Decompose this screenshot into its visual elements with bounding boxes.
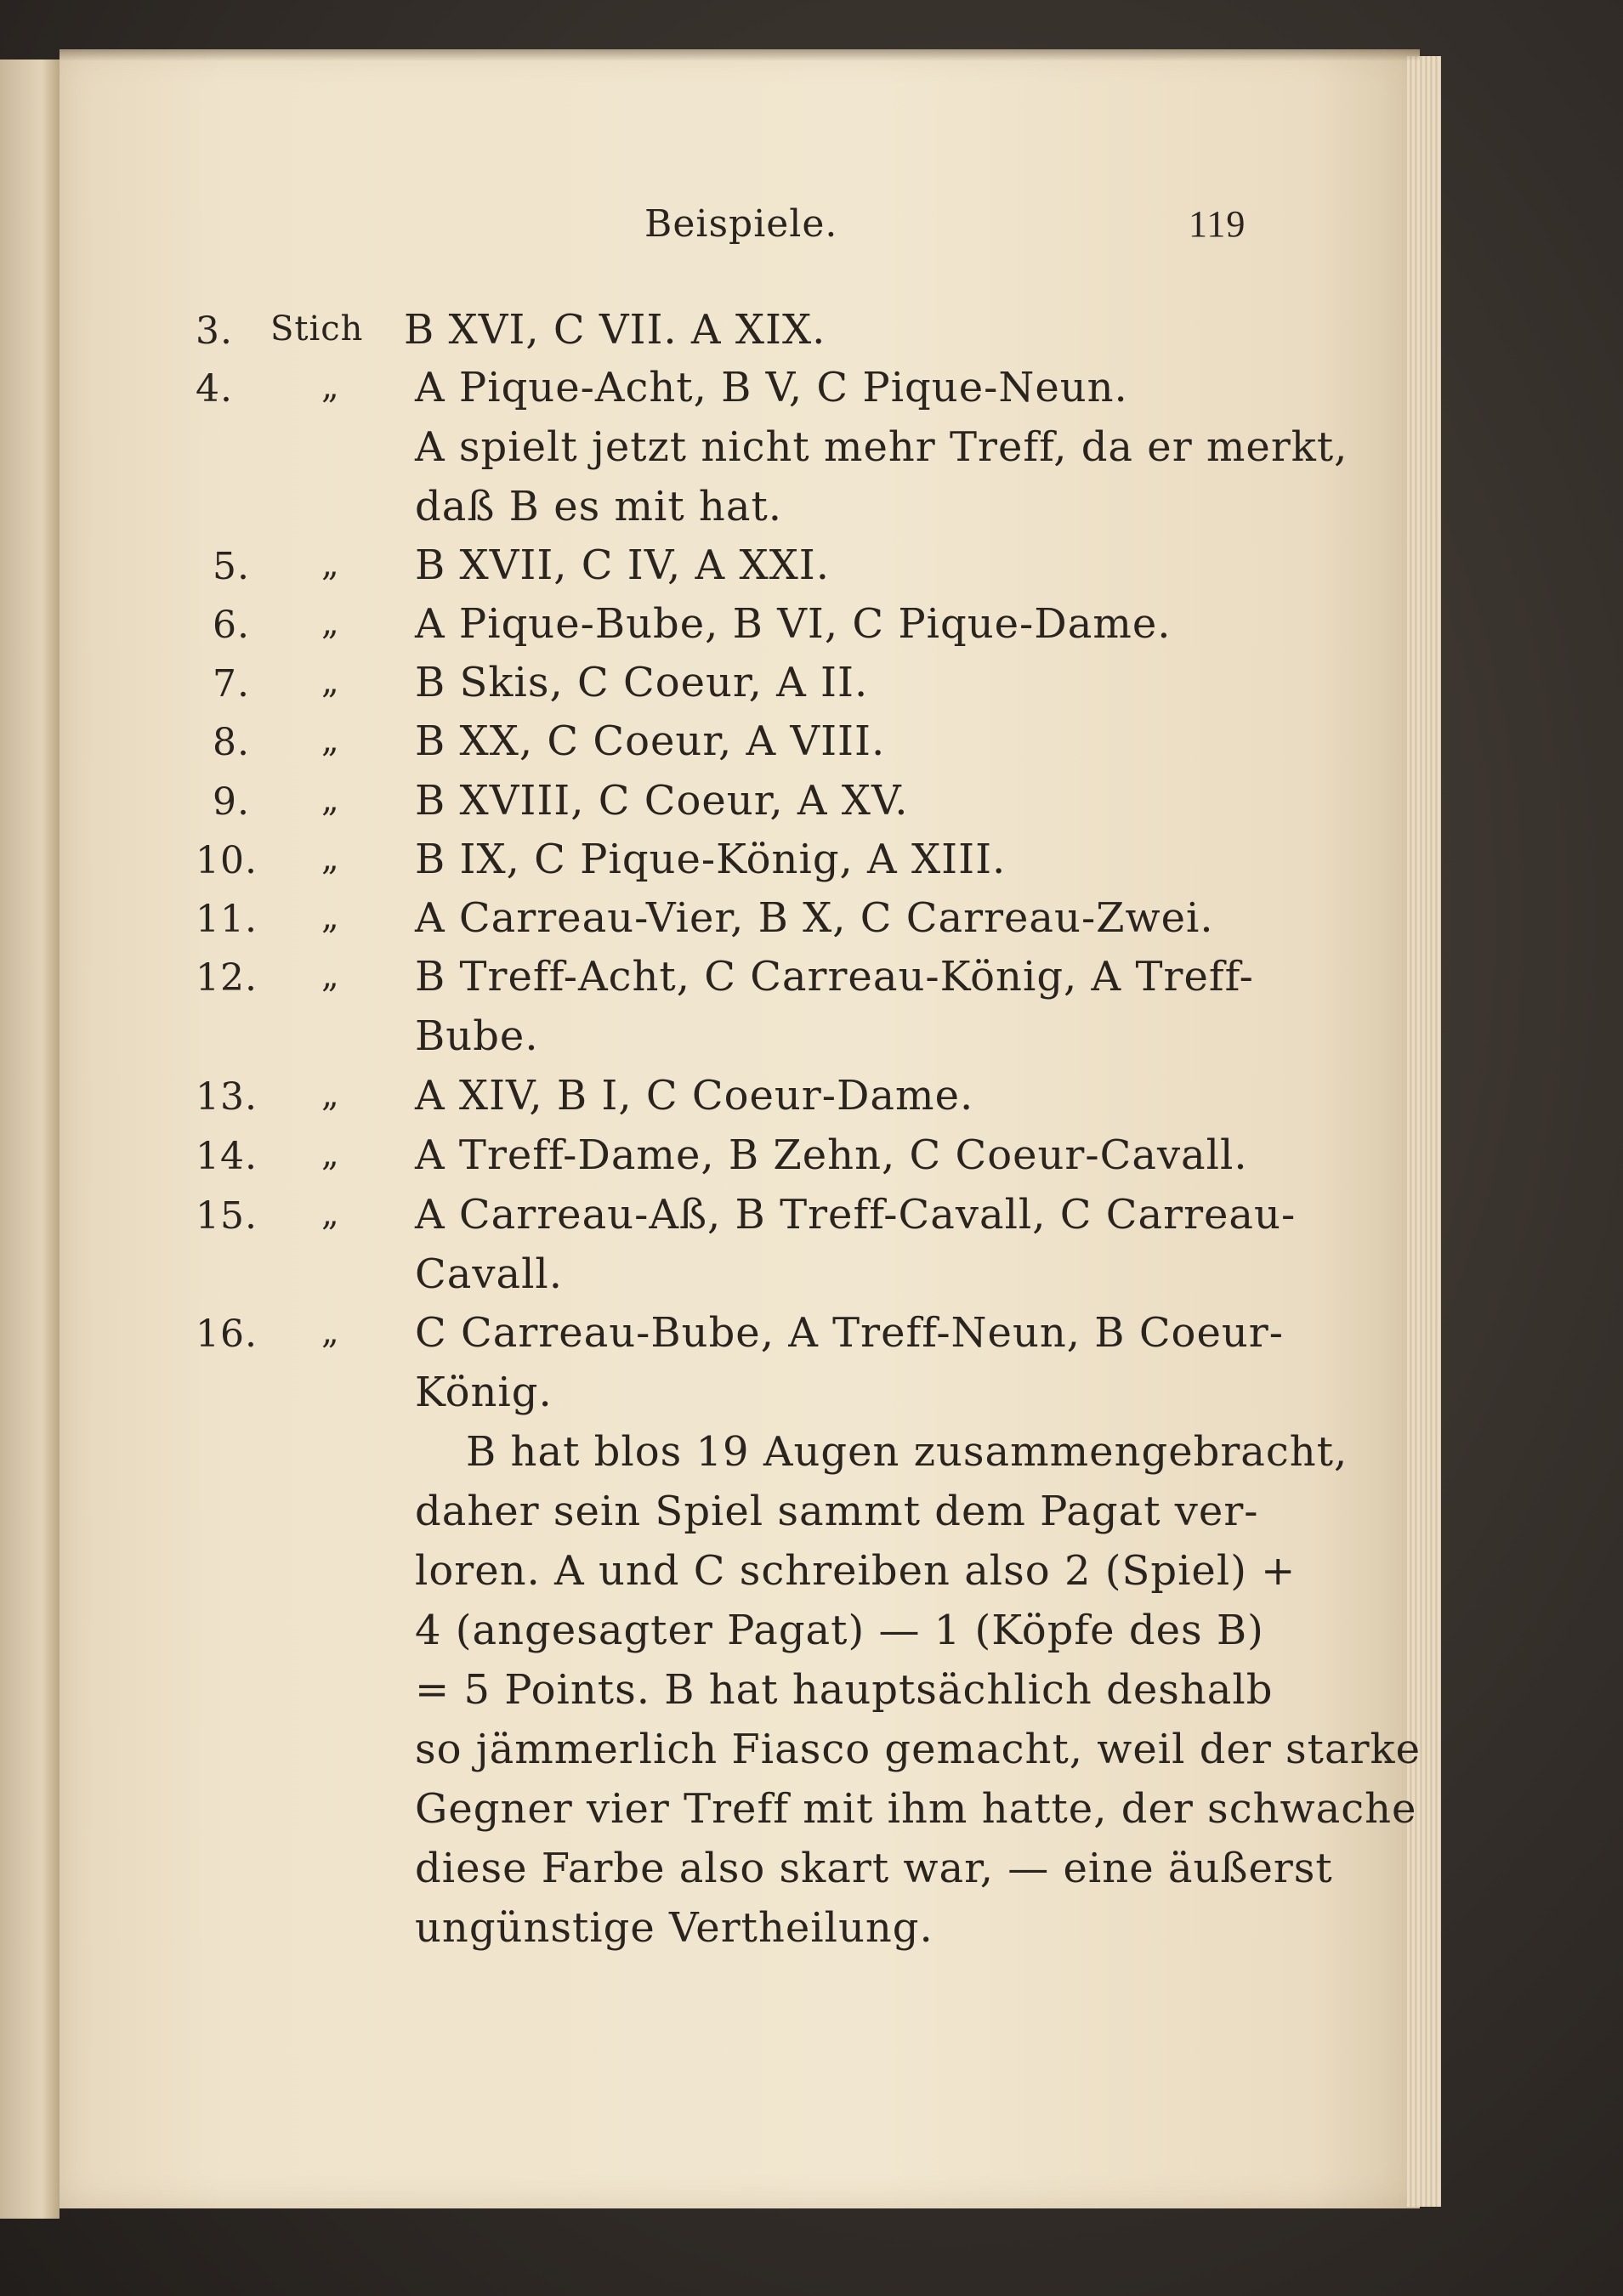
entry-line: A Pique-Bube, B VI, C Pique-Dame. xyxy=(415,600,1172,648)
paragraph-line: so jämmerlich Fiasco gemacht, weil der starke xyxy=(415,1726,1422,1773)
entry-number: 4. xyxy=(196,367,233,411)
paragraph-line: ungünstige Vertheilung. xyxy=(415,1904,934,1952)
entry-number: 11. xyxy=(196,898,258,941)
entry-number: 12. xyxy=(196,956,258,1000)
entry-number: 15. xyxy=(196,1194,258,1238)
entry-line: König. xyxy=(415,1369,553,1416)
entry-number: 16. xyxy=(196,1312,258,1356)
ditto-mark: „ xyxy=(321,545,340,584)
entry-line: Bube. xyxy=(415,1012,539,1060)
entry-line: A Carreau-Aß, B Treff-Cavall, C Carreau- xyxy=(415,1191,1297,1239)
paragraph-line: Gegner vier Treff mit ihm hatte, der schwache xyxy=(415,1785,1417,1833)
ditto-mark: „ xyxy=(321,898,340,937)
entry-line: B XVII, C IV, A XXI. xyxy=(415,541,831,589)
entry-line: B Skis, C Coeur, A II. xyxy=(415,659,869,706)
ditto-mark: „ xyxy=(321,1312,340,1352)
ditto-mark: „ xyxy=(321,1075,340,1114)
entry-number: 5. xyxy=(213,545,250,588)
entry-line: daß B es mit hat. xyxy=(415,483,782,530)
facing-page-edge xyxy=(0,60,60,2219)
entry-line: A Treff-Dame, B Zehn, C Coeur-Cavall. xyxy=(415,1131,1248,1179)
entry-number: 6. xyxy=(213,604,250,647)
paragraph-line: loren. A und C schreiben also 2 (Spiel) + xyxy=(415,1547,1297,1595)
paragraph-line: 4 (angesagter Pagat) — 1 (Köpfe des B) xyxy=(415,1607,1264,1654)
ditto-mark: „ xyxy=(321,1135,340,1174)
entry-line: A Pique-Acht, B V, C Pique-Neun. xyxy=(415,364,1128,411)
binding-shadow xyxy=(60,49,1420,61)
paragraph-line: diese Farbe also skart war, — eine äußerst xyxy=(415,1845,1333,1892)
entry-label: Stich xyxy=(270,309,364,349)
entry-number: 9. xyxy=(213,780,250,824)
entry-number: 8. xyxy=(213,721,250,764)
ditto-mark: „ xyxy=(321,1194,340,1233)
entry-line: C Carreau-Bube, A Treff-Neun, B Coeur- xyxy=(415,1309,1284,1357)
entry-line: Cavall. xyxy=(415,1250,564,1298)
entry-line: A spielt jetzt nicht mehr Treff, da er merkt, xyxy=(415,423,1348,471)
entry-line: A XIV, B I, C Coeur-Dame. xyxy=(415,1072,974,1120)
entry-line: B XVI, C VII. A XIX. xyxy=(404,306,826,354)
paragraph-line: = 5 Points. B hat hauptsächlich deshalb xyxy=(415,1666,1274,1714)
entry-number: 10. xyxy=(196,839,258,882)
ditto-mark: „ xyxy=(321,839,340,878)
running-header-title: Beispiele. xyxy=(644,202,838,246)
entry-number: 3. xyxy=(196,309,233,353)
page-number: 119 xyxy=(1189,203,1246,245)
paragraph-line: B hat blos 19 Augen zusammengebracht, xyxy=(466,1428,1348,1476)
ditto-mark: „ xyxy=(321,604,340,643)
ditto-mark: „ xyxy=(321,662,340,701)
paragraph-line: daher sein Spiel sammt dem Pagat ver- xyxy=(415,1488,1259,1535)
entry-line: A Carreau-Vier, B X, C Carreau-Zwei. xyxy=(415,894,1214,942)
entry-number: 7. xyxy=(213,662,250,706)
entry-line: B IX, C Pique-König, A XIII. xyxy=(415,836,1007,883)
page-stack-edge xyxy=(1407,56,1441,2207)
entry-line: B XX, C Coeur, A VIII. xyxy=(415,717,886,765)
entry-number: 14. xyxy=(196,1135,258,1178)
ditto-mark: „ xyxy=(321,780,340,819)
ditto-mark: „ xyxy=(321,367,340,406)
entry-number: 13. xyxy=(196,1075,258,1119)
ditto-mark: „ xyxy=(321,956,340,995)
ditto-mark: „ xyxy=(321,721,340,760)
entry-line: B XVIII, C Coeur, A XV. xyxy=(415,777,909,825)
entry-line: B Treff-Acht, C Carreau-König, A Treff- xyxy=(415,953,1254,1001)
